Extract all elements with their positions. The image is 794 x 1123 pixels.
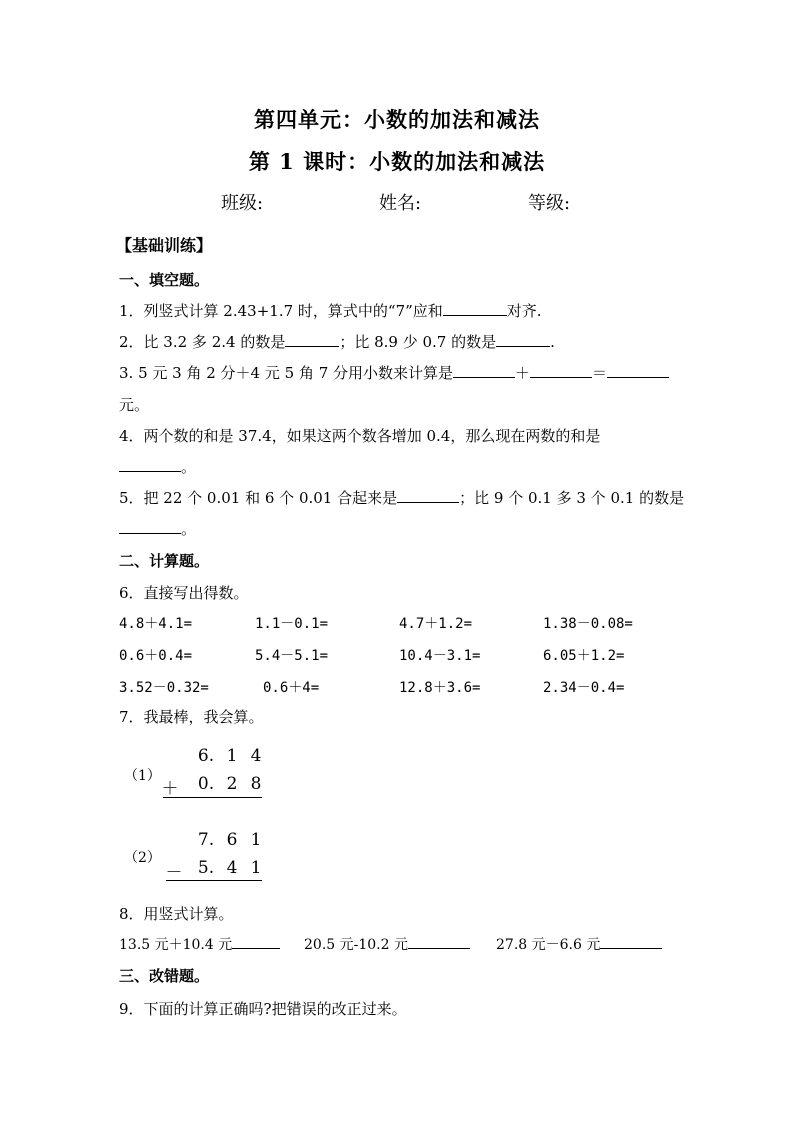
question-8-item <box>119 934 280 954</box>
digit: 5. <box>197 858 215 878</box>
question-7-title: 7．我最棒，我会算。 <box>119 708 264 726</box>
lesson-subtitle: 第 1 课时：小数的加法和减法 <box>248 149 546 174</box>
digit: 4 <box>226 858 238 878</box>
calc-item: 4.8＋4.1= <box>119 616 193 632</box>
calc-item: 10.4－3.1= <box>399 648 481 664</box>
question-1-text: 1．列竖式计算 2.43+1.7 时，算式中的“7”应和 <box>119 302 443 320</box>
answer-blank[interactable] <box>119 457 181 472</box>
answer-blank[interactable] <box>285 332 339 347</box>
sum-line <box>163 797 262 798</box>
question-2 <box>119 331 555 352</box>
calc-item: 2.34－0.4= <box>543 680 625 696</box>
question-8-item <box>304 934 470 954</box>
question-4-text: 4．两个数的和是 37.4，如果这两个数各增加 0.4，那么现在两数的和是 <box>119 427 601 445</box>
question-5 <box>119 487 684 508</box>
plus-operator: ＋ <box>161 779 179 799</box>
grade-label: 等级: <box>528 193 571 214</box>
question-2-text-mid: ；比 8.9 少 0.7 的数是 <box>339 333 497 351</box>
answer-blank[interactable] <box>408 934 470 949</box>
question-6-title: 6．直接写出得数。 <box>119 584 249 602</box>
section-basic-training: 【基础训练】 <box>116 236 213 255</box>
calc-item: 6.05＋1.2= <box>543 648 625 664</box>
vertical-calc-label: （2） <box>124 850 161 866</box>
equals-sign: ＝ <box>592 364 608 382</box>
digit: 0. <box>197 774 215 794</box>
question-3 <box>119 362 669 383</box>
calc-item: 5.4－5.1= <box>255 648 329 664</box>
answer-blank[interactable] <box>600 934 662 949</box>
plus-sign: ＋ <box>515 364 531 382</box>
answer-blank[interactable] <box>496 332 550 347</box>
question-2-text-end: . <box>550 333 555 351</box>
calc-item: 1.38－0.08= <box>543 616 633 632</box>
question-4-end: 。 <box>181 458 197 476</box>
digit: 6. <box>197 746 215 766</box>
digit: 8 <box>250 774 262 794</box>
question-5-text: 5．把 22 个 0.01 和 6 个 0.01 合起来是 <box>119 489 398 507</box>
answer-blank[interactable] <box>607 363 669 378</box>
calc-item: 0.6＋4= <box>263 680 320 696</box>
digit: 1 <box>250 830 262 850</box>
question-8-item <box>496 934 662 954</box>
calc-item: 12.8＋3.6= <box>399 680 481 696</box>
question-5-end: 。 <box>181 520 197 538</box>
question-3-text: 3. 5 元 3 角 2 分＋4 元 5 角 7 分用小数来计算是 <box>119 364 454 382</box>
digit: 1 <box>226 746 238 766</box>
question-1-text-end: 对齐. <box>506 302 542 320</box>
calc-item: 1.1－0.1= <box>255 616 329 632</box>
vertical-calc-label: （1） <box>124 768 161 784</box>
section-fill-blank: 一、填空题。 <box>119 271 210 289</box>
digit: 4 <box>250 746 262 766</box>
question-3-unit: 元。 <box>119 396 150 414</box>
question-4-answer <box>119 456 196 477</box>
question-5-answer <box>119 518 196 539</box>
class-label: 班级: <box>221 193 264 214</box>
name-label: 姓名: <box>379 193 422 214</box>
section-calculation: 二、计算题。 <box>119 552 210 570</box>
calc-item: 4.7＋1.2= <box>399 616 473 632</box>
question-8-item-text: 20.5 元-10.2 元 <box>304 937 408 953</box>
answer-blank[interactable] <box>453 363 515 378</box>
digit: 6 <box>226 830 238 850</box>
digit: 1 <box>250 858 262 878</box>
question-5-text-mid: ；比 9 个 0.1 多 3 个 0.1 的数是 <box>459 489 685 507</box>
calc-item: 0.6＋0.4= <box>119 648 193 664</box>
question-9-text: 9．下面的计算正确吗?把错误的改正过来。 <box>119 1000 407 1018</box>
question-2-text: 2．比 3.2 多 2.4 的数是 <box>119 333 286 351</box>
answer-blank[interactable] <box>232 934 280 949</box>
calc-item: 3.52－0.32= <box>119 680 209 696</box>
answer-blank[interactable] <box>119 519 181 534</box>
answer-blank[interactable] <box>530 363 592 378</box>
page-title: 第四单元：小数的加法和减法 <box>254 107 540 132</box>
digit: 7. <box>197 830 215 850</box>
question-1 <box>119 300 542 321</box>
question-8-item-text: 27.8 元－6.6 元 <box>496 937 601 953</box>
section-error-correction: 三、改错题。 <box>119 967 210 985</box>
difference-line <box>166 880 262 881</box>
question-8-item-text: 13.5 元＋10.4 元 <box>119 937 233 953</box>
answer-blank[interactable] <box>443 301 507 316</box>
minus-operator: － <box>165 863 183 883</box>
question-8-title: 8．用竖式计算。 <box>119 905 234 923</box>
digit: 2 <box>226 774 238 794</box>
answer-blank[interactable] <box>397 488 459 503</box>
